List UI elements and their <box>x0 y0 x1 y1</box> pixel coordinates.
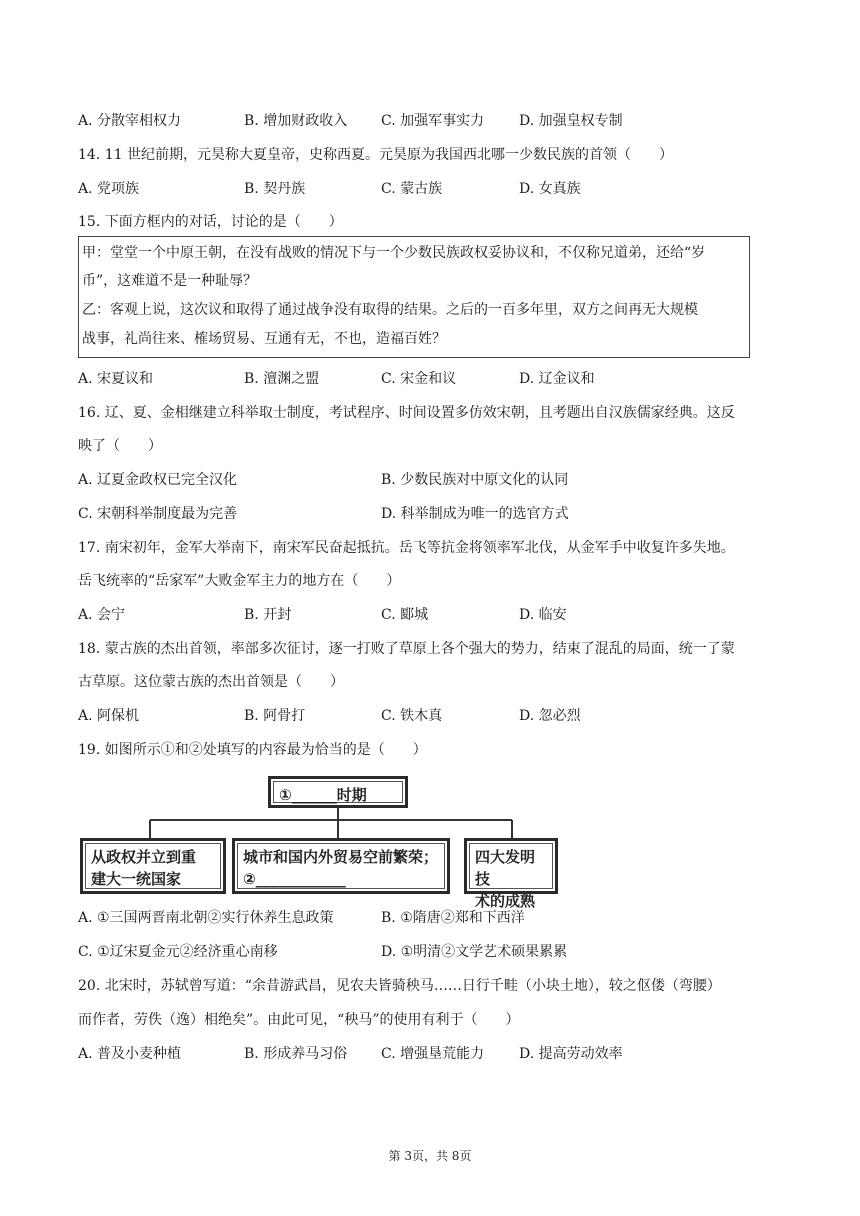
diagram-top-box <box>268 776 408 808</box>
q15-dialog-line: 战事，礼尚往来、榷场贸易、互通有无，不也，造福百姓？ <box>82 331 446 347</box>
q14-stem: 14. 11 世纪前期，元昊称大夏皇帝，史称西夏。元昊原为我国西北哪一少数民族的首领（ ） <box>78 147 673 163</box>
diagram-left-line: 从政权并立到重 <box>91 848 197 866</box>
q15-dialog-line: 币”，这难道不是一种耻辱？ <box>82 273 258 289</box>
q17-option-c: C. 郾城 <box>381 607 429 623</box>
q15-dialog-line: 甲：堂堂一个中原王朝，在没有战败的情况下与一个少数民族政权妥协议和，不仅称兄道弟，还给“岁 <box>82 245 706 261</box>
q19-option-b: B. ①隋唐②郑和下西洋 <box>381 910 525 926</box>
q16-stem-line: 映了（ ） <box>78 438 162 454</box>
diagram-right-box <box>464 838 558 910</box>
q18-option-a: A. 阿保机 <box>78 708 140 724</box>
diagram-left-line: 建大一统国家 <box>91 870 182 888</box>
q16-stem-line: 16. 辽、夏、金相继建立科举取士制度，考试程序、时间设置多仿效宋朝，且考题出自汉族儒家经典。这反 <box>78 405 735 421</box>
q13-option-c: C. 加强军事实力 <box>381 113 485 129</box>
q16-option-d: D. 科举制成为唯一的选官方式 <box>381 506 569 522</box>
diagram-right-line: 四大发明技 <box>475 848 536 888</box>
q17-option-d: D. 临安 <box>519 607 567 623</box>
q19-diagram <box>80 772 560 910</box>
q19-option-a: A. ①三国两晋南北朝②实行休养生息政策 <box>78 910 334 926</box>
q20-option-d: D. 提高劳动效率 <box>519 1046 623 1062</box>
q19-stem: 19. 如图所示①和②处填写的内容最为恰当的是（ ） <box>78 742 427 758</box>
diagram-left-box <box>80 838 226 894</box>
q16-option-b: B. 少数民族对中原文化的认同 <box>381 472 569 488</box>
q17-option-b: B. 开封 <box>244 607 292 623</box>
q19-option-c: C. ①辽宋夏金元②经济重心南移 <box>78 944 278 960</box>
q14-option-c: C. 蒙古族 <box>381 181 443 197</box>
q14-option-b: B. 契丹族 <box>244 181 306 197</box>
q20-stem-line: 20. 北宋时，苏轼曾写道：“余昔游武昌，见农夫皆骑秧马……日行千畦（小块土地），较之伛偻（弯腰） <box>78 978 721 994</box>
q18-option-c: C. 铁木真 <box>381 708 443 724</box>
diagram-right-line: 术的成熟 <box>475 892 536 910</box>
q16-option-c: C. 宋朝科举制度最为完善 <box>78 506 238 522</box>
diagram-middle-box <box>232 838 450 894</box>
q20-option-b: B. 形成养马习俗 <box>244 1046 348 1062</box>
q17-option-a: A. 会宁 <box>78 607 126 623</box>
q20-option-c: C. 增强垦荒能力 <box>381 1046 485 1062</box>
q15-option-b: B. 澶渊之盟 <box>244 371 320 387</box>
q13-option-b: B. 增加财政收入 <box>244 113 348 129</box>
q19-option-d: D. ①明清②文学艺术硕果累累 <box>381 944 568 960</box>
q17-stem-line: 17. 南宋初年，金军大举南下，南宋军民奋起抵抗。岳飞等抗金将领率军北伐，从金军手中收复许多失地。 <box>78 540 735 556</box>
diagram-middle-line: 城市和国内外贸易空前繁荣； <box>243 848 439 866</box>
q18-option-d: D. 忽必烈 <box>519 708 581 724</box>
q15-dialog-box <box>78 236 750 358</box>
q18-option-b: B. 阿骨打 <box>244 708 306 724</box>
q16-option-a: A. 辽夏金政权已完全汉化 <box>78 472 238 488</box>
q20-option-a: A. 普及小麦种植 <box>78 1046 182 1062</box>
q15-dialog-line: 乙：客观上说，这次议和取得了通过战争没有取得的结果。之后的一百多年里，双方之间再无大规模 <box>82 302 698 318</box>
q14-option-d: D. 女真族 <box>519 181 581 197</box>
page-footer: 第 3页，共 8页 <box>388 1149 472 1163</box>
diagram-middle-line: ②____________ <box>243 870 346 888</box>
q15-option-a: A. 宋夏议和 <box>78 371 154 387</box>
q13-option-d: D. 加强皇权专制 <box>519 113 623 129</box>
q20-stem-line: 而作者，劳佚（逸）相绝矣”。由此可见，“秧马”的使用有利于（ ） <box>78 1012 520 1028</box>
q18-stem-line: 18. 蒙古族的杰出首领，率部多次征讨，逐一打败了草原上各个强大的势力，结束了混乱的局面，统一了蒙 <box>78 641 735 657</box>
q15-option-d: D. 辽金议和 <box>519 371 595 387</box>
q14-option-a: A. 党项族 <box>78 181 140 197</box>
diagram-top-label: ①______时期 <box>273 781 403 803</box>
q17-stem-line: 岳飞统率的“岳家军”大败金军主力的地方在（ ） <box>78 573 401 589</box>
q13-option-a: A. 分散宰相权力 <box>78 113 182 129</box>
q18-stem-line: 古草原。这位蒙古族的杰出首领是（ ） <box>78 674 344 690</box>
q15-stem: 15. 下面方框内的对话，讨论的是（ ） <box>78 214 343 230</box>
q15-option-c: C. 宋金和议 <box>381 371 457 387</box>
